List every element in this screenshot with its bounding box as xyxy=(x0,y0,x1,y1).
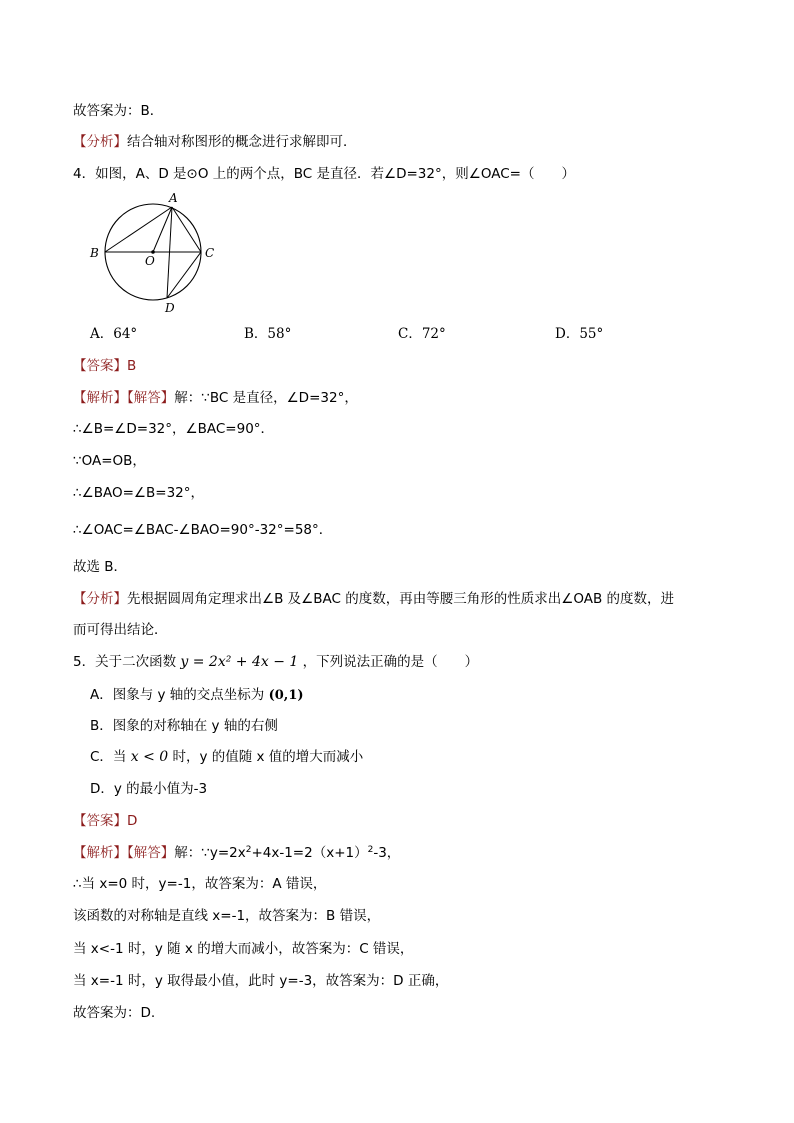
label-d: D xyxy=(165,301,175,315)
q4-solution-3: ∵OA=OB， xyxy=(73,453,146,469)
analysis-text: 结合轴对称图形的概念进行求解即可． xyxy=(127,134,357,150)
q5-option-c-math: x < 0 xyxy=(130,749,169,765)
label-b: B xyxy=(90,246,99,260)
q4-solution-5: ∴∠OAC=∠BAC-∠BAO=90°-32°=58°． xyxy=(73,522,333,538)
answer-tag: 【答案】 xyxy=(73,358,127,374)
q5-answer xyxy=(73,811,137,831)
question-5-stem xyxy=(73,652,478,672)
chord-ab xyxy=(105,207,172,252)
q4-answer xyxy=(73,356,136,376)
circle-geometry-figure xyxy=(85,190,235,316)
solution-text: 解：∵BC 是直径，∠D=32°， xyxy=(174,390,358,406)
chord-cd xyxy=(167,252,201,298)
q5-solution-4: 当 x<-1 时，y 随 x 的增大而减小，故答案为：C 错误， xyxy=(73,941,414,957)
answer-value: D xyxy=(127,813,138,829)
answer-line-q3: 故答案为：B． xyxy=(73,103,164,119)
q5-option-a-text: A．图象与 y 轴的交点坐标为 xyxy=(90,687,269,703)
q4-solution-2: ∴∠B=∠D=32°，∠BAC=90°． xyxy=(73,421,275,437)
q4-option-c: C．72° xyxy=(398,326,446,342)
label-c: C xyxy=(205,246,215,260)
superscript: 2 xyxy=(245,845,252,855)
solution-tag: 【解析】【解答】 xyxy=(73,390,175,406)
q5-stem-text-end: ，下列说法正确的是（ ） xyxy=(298,654,479,670)
analysis-text: 先根据圆周角定理求出∠B 及∠BAC 的度数，再由等腰三角形的性质求出∠OAB 的度数，进 xyxy=(127,591,675,607)
solution-text: 解：∵y=2x xyxy=(174,845,246,861)
q5-solution-6: 故答案为：D. xyxy=(73,1005,156,1021)
q5-option-b: B．图象的对称轴在 y 轴的右侧 xyxy=(90,718,278,734)
answer-tag: 【答案】 xyxy=(73,813,127,829)
superscript: 2 xyxy=(367,845,374,855)
answer-value: B xyxy=(127,358,137,374)
q5-solution-2: ∴当 x=0 时，y=-1，故答案为：A 错误， xyxy=(73,876,327,892)
q5-solution-1 xyxy=(73,843,400,863)
q4-analysis-1 xyxy=(73,589,674,609)
solution-text-mid: +4x-1=2（x+1） xyxy=(251,845,368,861)
solution-tag: 【解析】【解答】 xyxy=(73,845,175,861)
q5-option-c xyxy=(90,747,363,767)
q4-option-b: B．58° xyxy=(244,326,292,342)
chord-ac xyxy=(172,207,201,252)
q4-solution-1 xyxy=(73,388,358,408)
q4-option-d: D．55° xyxy=(555,326,604,342)
q5-stem-text: 5．关于二次函数 xyxy=(73,654,181,670)
q5-solution-3: 该函数的对称轴是直线 x=-1，故答案为：B 错误， xyxy=(73,908,381,924)
q4-option-a: A．64° xyxy=(90,326,138,342)
q5-option-d: D．y 的最小值为-3 xyxy=(90,781,208,797)
q4-analysis-2: 而可得出结论． xyxy=(73,622,168,638)
q5-option-a-math: (0,1) xyxy=(268,688,304,703)
q5-option-c-text: C．当 xyxy=(90,749,131,765)
question-4-stem: 4．如图，A、D 是⊙O 上的两个点，BC 是直径．若∠D=32°，则∠OAC=（ ） xyxy=(73,166,575,182)
label-o: O xyxy=(145,254,155,268)
q4-solution-6: 故选 B． xyxy=(73,559,128,575)
analysis-line-q3 xyxy=(73,132,357,152)
label-a: A xyxy=(169,191,178,205)
q5-option-a xyxy=(90,685,304,706)
analysis-tag: 【分析】 xyxy=(73,591,127,607)
q5-option-c-text-end: 时，y 的值随 x 值的增大而减小 xyxy=(168,749,364,765)
q5-solution-5: 当 x=-1 时，y 取得最小值，此时 y=-3，故答案为：D 正确， xyxy=(73,973,449,989)
solution-text-end: -3， xyxy=(373,845,401,861)
q4-solution-4: ∴∠BAO=∠B=32°， xyxy=(73,485,204,501)
q5-function-formula: y = 2x² + 4x − 1 xyxy=(180,654,299,670)
analysis-tag: 【分析】 xyxy=(73,134,127,150)
